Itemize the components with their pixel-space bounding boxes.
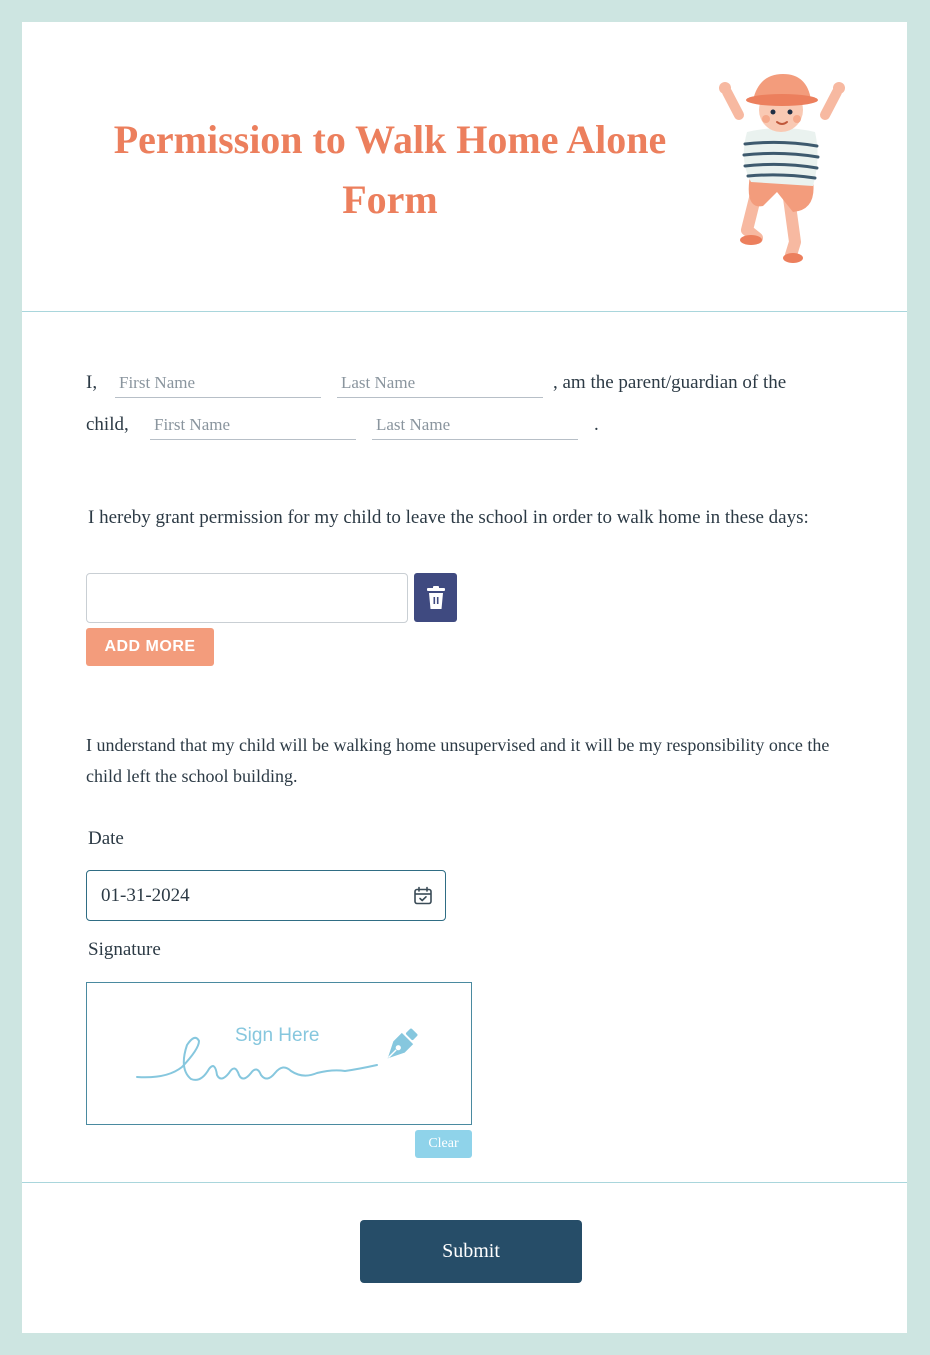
signature-pad[interactable] [86,982,472,1125]
days-input[interactable] [86,573,408,623]
footer-divider [22,1182,907,1183]
child-first-name-input[interactable]: First Name [150,412,356,440]
trash-icon [426,586,446,610]
fountain-pen-icon [375,1023,423,1071]
date-input[interactable] [86,870,446,921]
delete-day-button[interactable] [414,573,457,622]
signature-label: Signature [88,939,161,960]
date-value: 01-31-2024 [101,885,190,906]
date-label: Date [88,828,124,849]
intro-prefix: I, [86,372,98,393]
form-header [22,22,907,311]
intro-suffix: . [594,414,599,435]
child-prefix: child, [86,414,129,435]
submit-button[interactable]: Submit [360,1220,582,1283]
clear-signature-button[interactable]: Clear [415,1130,472,1158]
intro-middle-text: , am the parent/guardian of the [553,372,787,393]
form-title: Permission to Walk Home Alone Form [113,117,667,222]
calendar-icon[interactable] [413,886,433,906]
child-last-name-input[interactable]: Last Name [372,412,578,440]
understanding-text: I understand that my child will be walking home unsupervised and it will be my responsibility once the child left the school building. [86,735,830,786]
signature-hint: Sign Here [235,1025,320,1046]
header-divider [22,311,907,312]
child-illustration [717,70,847,265]
form-card [22,22,907,1333]
parent-last-name-input[interactable]: Last Name [337,370,543,398]
parent-first-name-input[interactable]: First Name [115,370,321,398]
days-prompt: I hereby grant permission for my child to leave the school in order to walk home in these days: [88,507,809,528]
add-more-button[interactable]: ADD MORE [86,628,214,666]
